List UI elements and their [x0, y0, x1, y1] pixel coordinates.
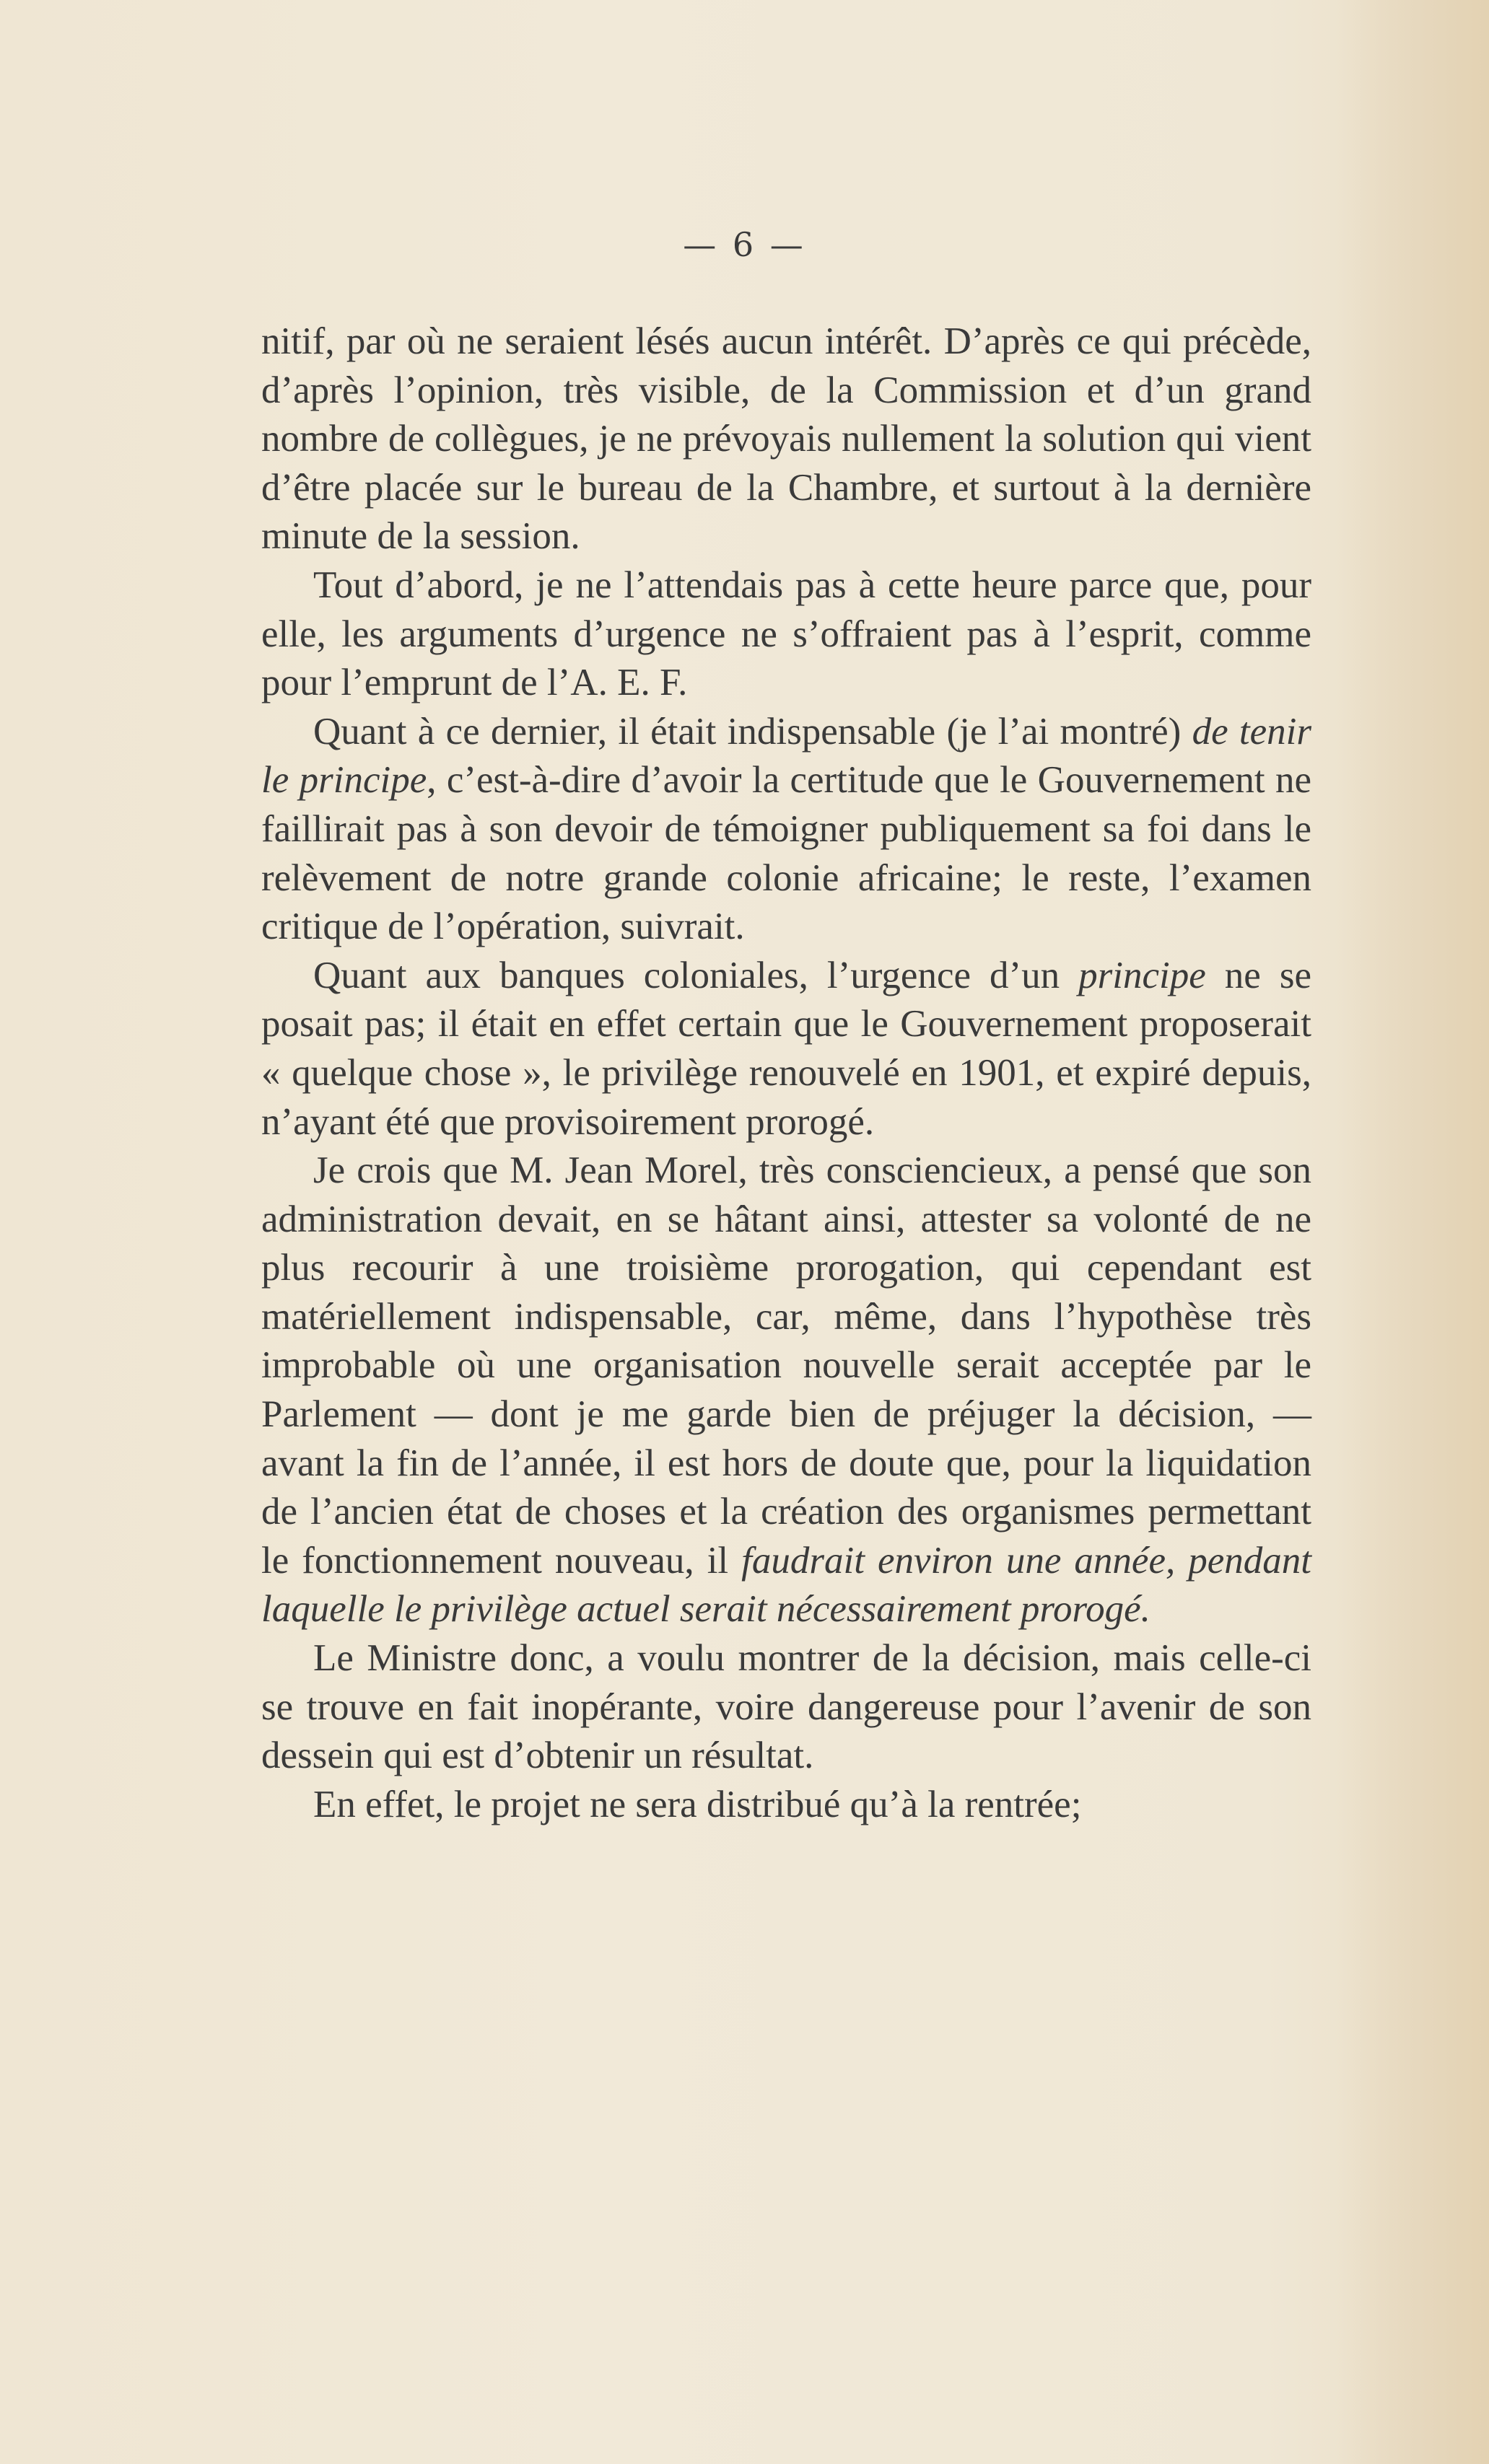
page-number: — 6 —	[683, 225, 806, 264]
paragraph-3	[261, 708, 1311, 952]
paragraph-4	[261, 952, 1311, 1146]
italic-text-segment: principe	[1078, 954, 1206, 996]
text-segment: Quant à ce dernier, il était indispensable (je l’ai montré)	[313, 710, 1192, 753]
italic-text-segment: de tenir le principe	[261, 710, 1311, 802]
text-segment: En effet, le projet ne sera distribué qu’à la rentrée;	[313, 1783, 1082, 1825]
italic-text-segment: faudrait environ une année, pendant laquelle le privilège actuel serait nécessairement prorogé.	[261, 1539, 1311, 1631]
text-segment: ne se posait pas; il était en effet certain que le Gouvernement proposerait « quelque chose », le privilège renouvelé en 1901, et expiré depuis, n’ayant été que provisoirement prorogé.	[261, 954, 1311, 1143]
text-segment: Quant aux banques coloniales, l’urgence d’un	[313, 954, 1079, 996]
paragraph-7	[261, 1781, 1311, 1830]
paragraph-1	[261, 317, 1311, 561]
page-edge-shadow	[1337, 0, 1489, 2464]
text-segment: nitif, par où ne seraient lésés aucun intérêt. D’après ce qui précède, d’après l’opinion, très visible, de la Commission et d’un grand nombre de collègues, je ne prévoyais nullement la solution qui vient d’être placée sur le bureau de la Chambre, et surtout à la dernière minute de la session.	[261, 320, 1311, 558]
text-segment: Je crois que M. Jean Morel, très consciencieux, a pensé que son administration devait, en se hâtant ainsi, attester sa volonté de ne plus recourir à une troisième prorogation, qui cependant est matériellement indispensable, car, même, dans l’hypothèse très improbable où une organisation nouvelle serait acceptée par le Parlement — dont je me garde bien de préjuger la décision, — avant la fin de l’année, il est hors de doute que, pour la liquidation de l’ancien état de choses et la création des organismes permettant le fonctionnement nouveau, il	[261, 1149, 1311, 1582]
body-text	[261, 317, 1311, 1829]
text-segment: Le Ministre donc, a voulu montrer de la décision, mais celle-ci se trouve en fait inopérante, voire dangereuse pour l’avenir de son dessein qui est d’obtenir un résultat.	[261, 1637, 1311, 1777]
paragraph-5	[261, 1146, 1311, 1634]
paragraph-6	[261, 1634, 1311, 1781]
text-segment: , c’est-à-dire d’avoir la certitude que le Gouvernement ne faillirait pas à son devoir de témoigner publiquement sa foi dans le relèvement de notre grande colonie africaine; le reste, l’examen critique de l’opération, suivrait.	[261, 759, 1311, 948]
text-segment: Tout d’abord, je ne l’attendais pas à cette heure parce que, pour elle, les arguments d’urgence ne s’offraient pas à l’esprit, comme pour l’emprunt de l’A. E. F.	[261, 564, 1311, 704]
paragraph-2	[261, 561, 1311, 708]
